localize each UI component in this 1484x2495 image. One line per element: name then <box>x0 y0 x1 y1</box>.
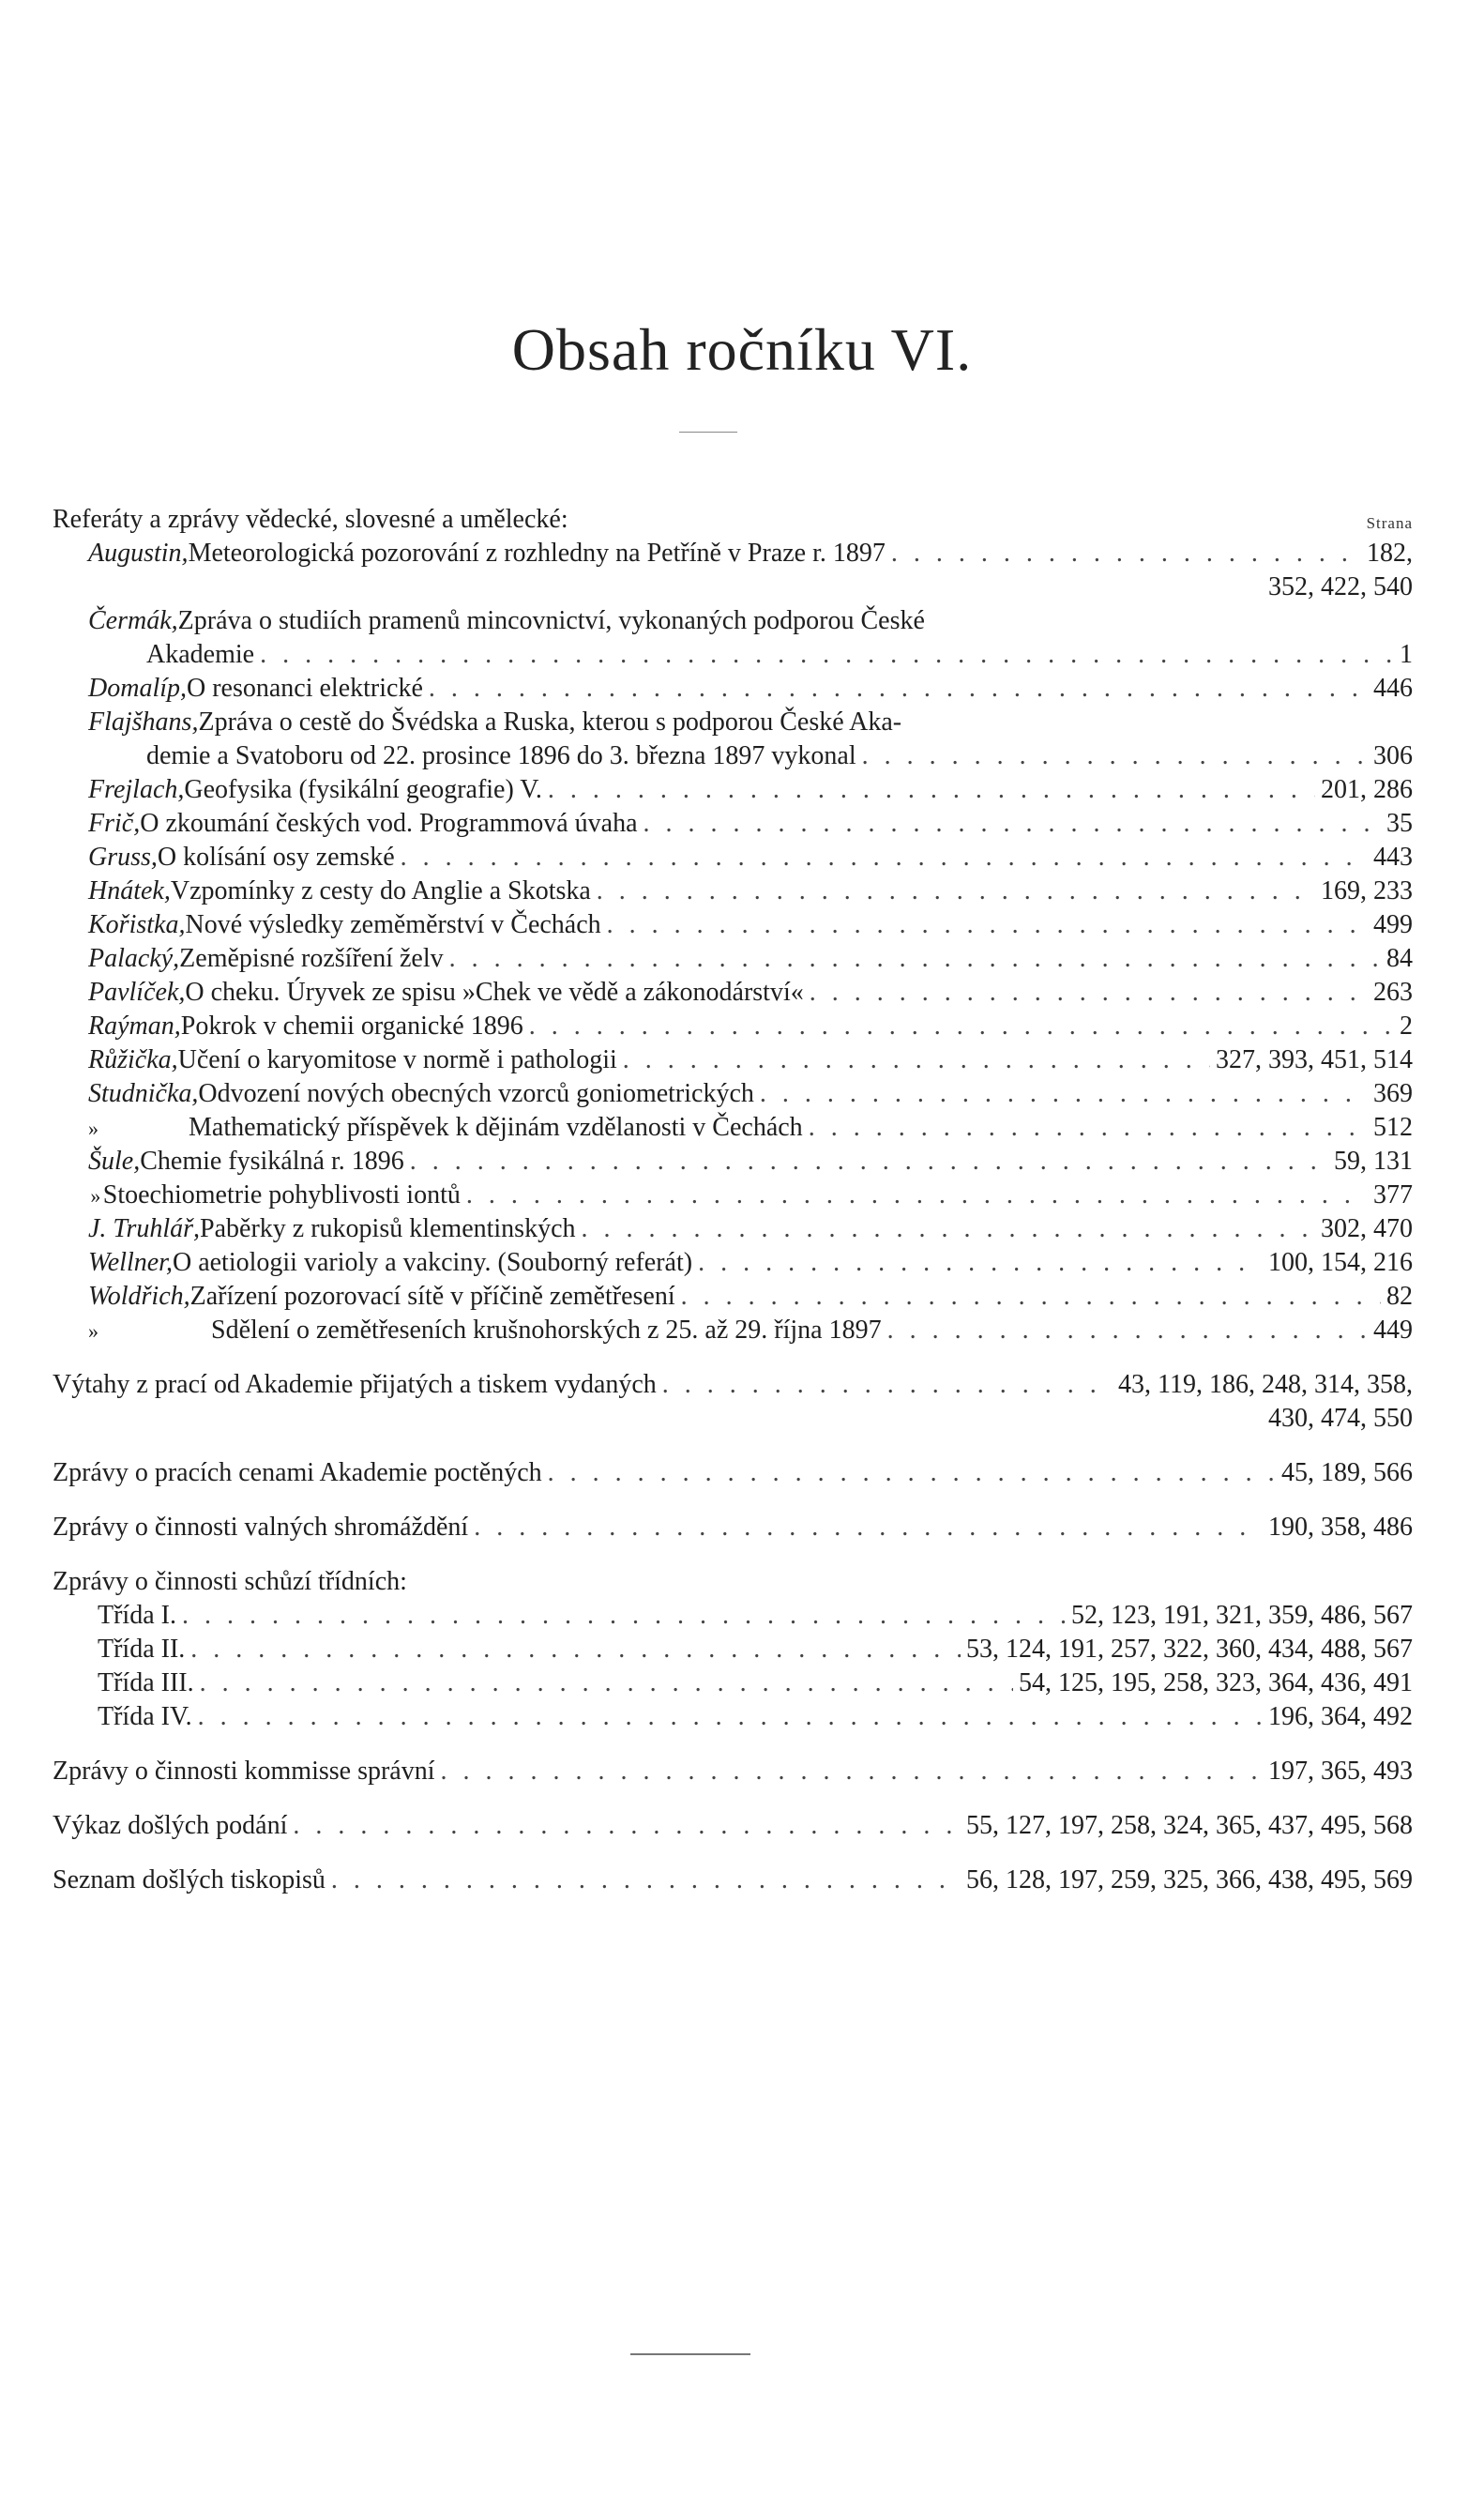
leader-dots <box>198 1700 1263 1734</box>
entry-author: Wellner, <box>88 1248 173 1277</box>
entry-pages: 82 <box>1386 1282 1413 1311</box>
entry-title: O zkoumání českých vod. Programmová úvaha <box>140 809 638 838</box>
section-header <box>53 503 1413 537</box>
entry-pages: 512 <box>1373 1113 1413 1142</box>
leader-dots <box>429 672 1368 706</box>
section-header-label: Referáty a zprávy vědecké, slovesné a umělecké: <box>53 505 568 534</box>
toc-section <box>53 1368 1413 1402</box>
entry-title: Paběrky z rukopisů klementinských <box>200 1214 576 1243</box>
section-title: Výkaz došlých podání <box>53 1811 288 1840</box>
entry-title: Zpráva o cestě do Švédska a Ruska, kterou s podporou České Aka- <box>198 707 902 737</box>
entry-pages: 306 <box>1373 741 1413 770</box>
entry-pages: 100, 154, 216 <box>1268 1248 1413 1277</box>
page-title: Obsah ročníku VI. <box>511 316 973 383</box>
leader-dots <box>887 1314 1368 1347</box>
entry-title: O resonanci elektrické <box>187 674 423 703</box>
toc-entry-continuation <box>53 638 1413 672</box>
entry-title: O kolísání osy zemské <box>157 843 395 872</box>
entry-author: Čermák, <box>88 606 178 635</box>
class-name: Třída I. <box>98 1601 176 1630</box>
entry-title: Nové výsledky zeměměrství v Čechách <box>185 910 601 939</box>
entry-title: O cheku. Úryvek ze spisu »Chek ve vědě a zákonodárství« <box>185 978 804 1007</box>
leader-dots <box>293 1809 961 1843</box>
entry-author: J. Truhlář, <box>88 1214 201 1243</box>
toc-entry <box>53 807 1413 841</box>
entry-title: Akademie <box>146 640 255 669</box>
entry-title: Meteorologická pozorování z rozhledny na Petříně v Praze r. 1897 <box>188 539 886 568</box>
entry-title: Stoechiometrie pohyblivosti iontů <box>102 1180 461 1209</box>
leader-dots <box>662 1368 1113 1402</box>
entry-pages: 369 <box>1373 1079 1413 1108</box>
section-pages: 45, 189, 566 <box>1281 1458 1413 1487</box>
section-pages: 197, 365, 493 <box>1268 1757 1413 1786</box>
entry-title: Odvození nových obecných vzorců goniometrických <box>198 1079 754 1108</box>
class-pages: 53, 124, 191, 257, 322, 360, 434, 488, 567 <box>966 1635 1413 1664</box>
toc-entry <box>53 1043 1413 1077</box>
toc-entry <box>53 875 1413 908</box>
leader-dots <box>410 1145 1328 1179</box>
class-name: Třída IV. <box>98 1702 192 1731</box>
leader-dots <box>441 1755 1263 1788</box>
leader-dots <box>810 976 1368 1010</box>
entry-title: Chemie fysikálná r. 1896 <box>140 1147 404 1176</box>
entry-author: Augustin, <box>88 539 189 568</box>
entry-pages: 1 <box>1400 640 1413 669</box>
entry-title: Sdělení o zemětřeseních krušnohorských z 25. až 29. října 1897 <box>211 1316 882 1345</box>
class-entry <box>53 1599 1413 1633</box>
page-column-label: Strana <box>1366 514 1413 532</box>
leader-dots <box>548 1456 1276 1490</box>
section-pages: 55, 127, 197, 258, 324, 365, 437, 495, 568 <box>966 1811 1413 1840</box>
entry-pages: 169, 233 <box>1321 876 1413 905</box>
toc-section-continuation <box>53 1402 1413 1436</box>
entry-author: Frič, <box>88 809 141 838</box>
entry-pages: 35 <box>1386 809 1413 838</box>
leader-dots <box>607 908 1368 942</box>
entry-title: O aetiologii varioly a vakciny. (Souborný referát) <box>172 1248 693 1277</box>
toc-section <box>53 1864 1413 1897</box>
leader-dots <box>582 1212 1315 1246</box>
entry-pages: 443 <box>1373 843 1413 872</box>
section-title: Zprávy o pracích cenami Akademie poctěných <box>53 1458 542 1487</box>
entry-pages: 59, 131 <box>1334 1147 1413 1176</box>
leader-dots <box>644 807 1381 841</box>
leader-dots <box>449 942 1381 976</box>
leader-dots <box>401 841 1368 875</box>
title-divider <box>679 432 737 433</box>
toc-entry <box>53 841 1413 875</box>
ditto-mark: » <box>88 1319 98 1343</box>
leader-dots <box>698 1246 1263 1280</box>
entry-pages: 499 <box>1373 910 1413 939</box>
entry-author: Raýman, <box>88 1012 181 1041</box>
toc-entry <box>53 706 1413 739</box>
section-title: Výtahy z prací od Akademie přijatých a tiskem vydaných <box>53 1370 657 1399</box>
leader-dots <box>891 537 1361 571</box>
section-pages: 190, 358, 486 <box>1268 1513 1413 1542</box>
class-entry <box>53 1666 1413 1700</box>
entry-pages: 327, 393, 451, 514 <box>1216 1045 1413 1074</box>
class-name: Třída III. <box>98 1668 194 1697</box>
toc-entry <box>53 672 1413 706</box>
leader-dots <box>529 1010 1394 1043</box>
class-name: Třída II. <box>98 1635 186 1664</box>
leader-dots <box>760 1077 1368 1111</box>
toc-entry <box>53 1212 1413 1246</box>
toc-entry <box>53 604 1413 638</box>
section-title: Zprávy o činnosti schůzí třídních: <box>53 1567 407 1596</box>
toc-entry <box>53 1010 1413 1043</box>
toc-section <box>53 1755 1413 1788</box>
entry-title: Vzpomínky z cesty do Anglie a Skotska <box>170 876 591 905</box>
closing-divider <box>630 2353 750 2355</box>
entry-pages: 377 <box>1373 1180 1413 1209</box>
entry-author: Palacký, <box>88 944 180 973</box>
toc-entry <box>53 1280 1413 1314</box>
entry-title: Pokrok v chemii organické 1896 <box>180 1012 523 1041</box>
table-of-contents <box>53 503 1413 1897</box>
toc-entry <box>53 908 1413 942</box>
toc-section <box>53 1809 1413 1843</box>
toc-section <box>53 1565 1413 1599</box>
section-title: Zprávy o činnosti valných shromáždění <box>53 1513 469 1542</box>
entry-title: Zařízení pozorovací sítě v příčině zemětřesení <box>189 1282 675 1311</box>
class-entry <box>53 1633 1413 1666</box>
leader-dots <box>474 1511 1263 1544</box>
leader-dots <box>190 1633 961 1666</box>
toc-entry <box>53 1077 1413 1111</box>
entry-title: Geofysika (fysikální geografie) V. <box>184 775 542 804</box>
entry-author: Kořistka, <box>88 910 186 939</box>
entry-pages: 2 <box>1400 1012 1413 1041</box>
section-pages: 430, 474, 550 <box>1268 1404 1413 1433</box>
toc-entry <box>53 1145 1413 1179</box>
class-pages: 54, 125, 195, 258, 323, 364, 436, 491 <box>1019 1668 1413 1697</box>
entry-pages: 449 <box>1373 1316 1413 1345</box>
toc-entry <box>53 1246 1413 1280</box>
toc-entry <box>53 1314 1413 1347</box>
toc-entry-continuation <box>53 739 1413 773</box>
ditto-mark: » <box>90 1184 101 1208</box>
entry-author: Studnička, <box>88 1079 199 1108</box>
toc-entry <box>53 976 1413 1010</box>
section-pages: 43, 119, 186, 248, 314, 358, <box>1118 1370 1413 1399</box>
class-entry <box>53 1700 1413 1734</box>
entry-author: Flajšhans, <box>88 707 199 737</box>
leader-dots <box>623 1043 1210 1077</box>
toc-entry <box>53 1179 1413 1212</box>
class-pages: 196, 364, 492 <box>1268 1702 1413 1731</box>
leader-dots <box>260 638 1394 672</box>
toc-entry <box>53 537 1413 571</box>
toc-section <box>53 1456 1413 1490</box>
toc-entry <box>53 942 1413 976</box>
entry-author: Frejlach, <box>88 775 185 804</box>
entry-title: Zpráva o studiích pramenů mincovnictví, vykonaných podporou České <box>177 606 925 635</box>
entry-pages: 182, <box>1367 539 1413 568</box>
entry-pages: 302, 470 <box>1321 1214 1413 1243</box>
section-title: Seznam došlých tiskopisů <box>53 1865 326 1894</box>
toc-section <box>53 1511 1413 1544</box>
leader-dots <box>466 1179 1368 1212</box>
leader-dots <box>548 773 1315 807</box>
entry-title: demie a Svatoboru od 22. prosince 1896 do 3. března 1897 vykonal <box>146 741 856 770</box>
leader-dots <box>331 1864 961 1897</box>
entry-author: Woldřich, <box>88 1282 190 1311</box>
entry-pages: 84 <box>1386 944 1413 973</box>
entry-title: Mathematický příspěvek k dějinám vzdělanosti v Čechách <box>189 1113 803 1142</box>
toc-entry <box>53 773 1413 807</box>
leader-dots <box>809 1111 1368 1145</box>
entry-pages: 201, 286 <box>1321 775 1413 804</box>
section-pages: 56, 128, 197, 259, 325, 366, 438, 495, 569 <box>966 1865 1413 1894</box>
entry-title: Zeměpisné rozšíření želv <box>179 944 444 973</box>
leader-dots <box>200 1666 1013 1700</box>
entry-pages: 446 <box>1373 674 1413 703</box>
entry-pages: 263 <box>1373 978 1413 1007</box>
leader-dots <box>597 875 1315 908</box>
ditto-mark: » <box>88 1117 98 1140</box>
leader-dots <box>862 739 1368 773</box>
entry-author: Hnátek, <box>88 876 171 905</box>
entry-author: Domalíp, <box>88 674 187 703</box>
section-title: Zprávy o činnosti kommisse správní <box>53 1757 435 1786</box>
entry-author: Gruss, <box>88 843 158 872</box>
toc-entry-continuation <box>53 571 1413 604</box>
class-pages: 52, 123, 191, 321, 359, 486, 567 <box>1071 1601 1413 1630</box>
toc-entry <box>53 1111 1413 1145</box>
leader-dots <box>182 1599 1066 1633</box>
entry-author: Šule, <box>88 1147 141 1176</box>
entry-title: Učení o karyomitose v normě i pathologii <box>177 1045 617 1074</box>
leader-dots <box>681 1280 1381 1314</box>
entry-author: Růžička, <box>88 1045 178 1074</box>
entry-pages: 352, 422, 540 <box>1268 572 1413 601</box>
entry-author: Pavlíček, <box>88 978 186 1007</box>
